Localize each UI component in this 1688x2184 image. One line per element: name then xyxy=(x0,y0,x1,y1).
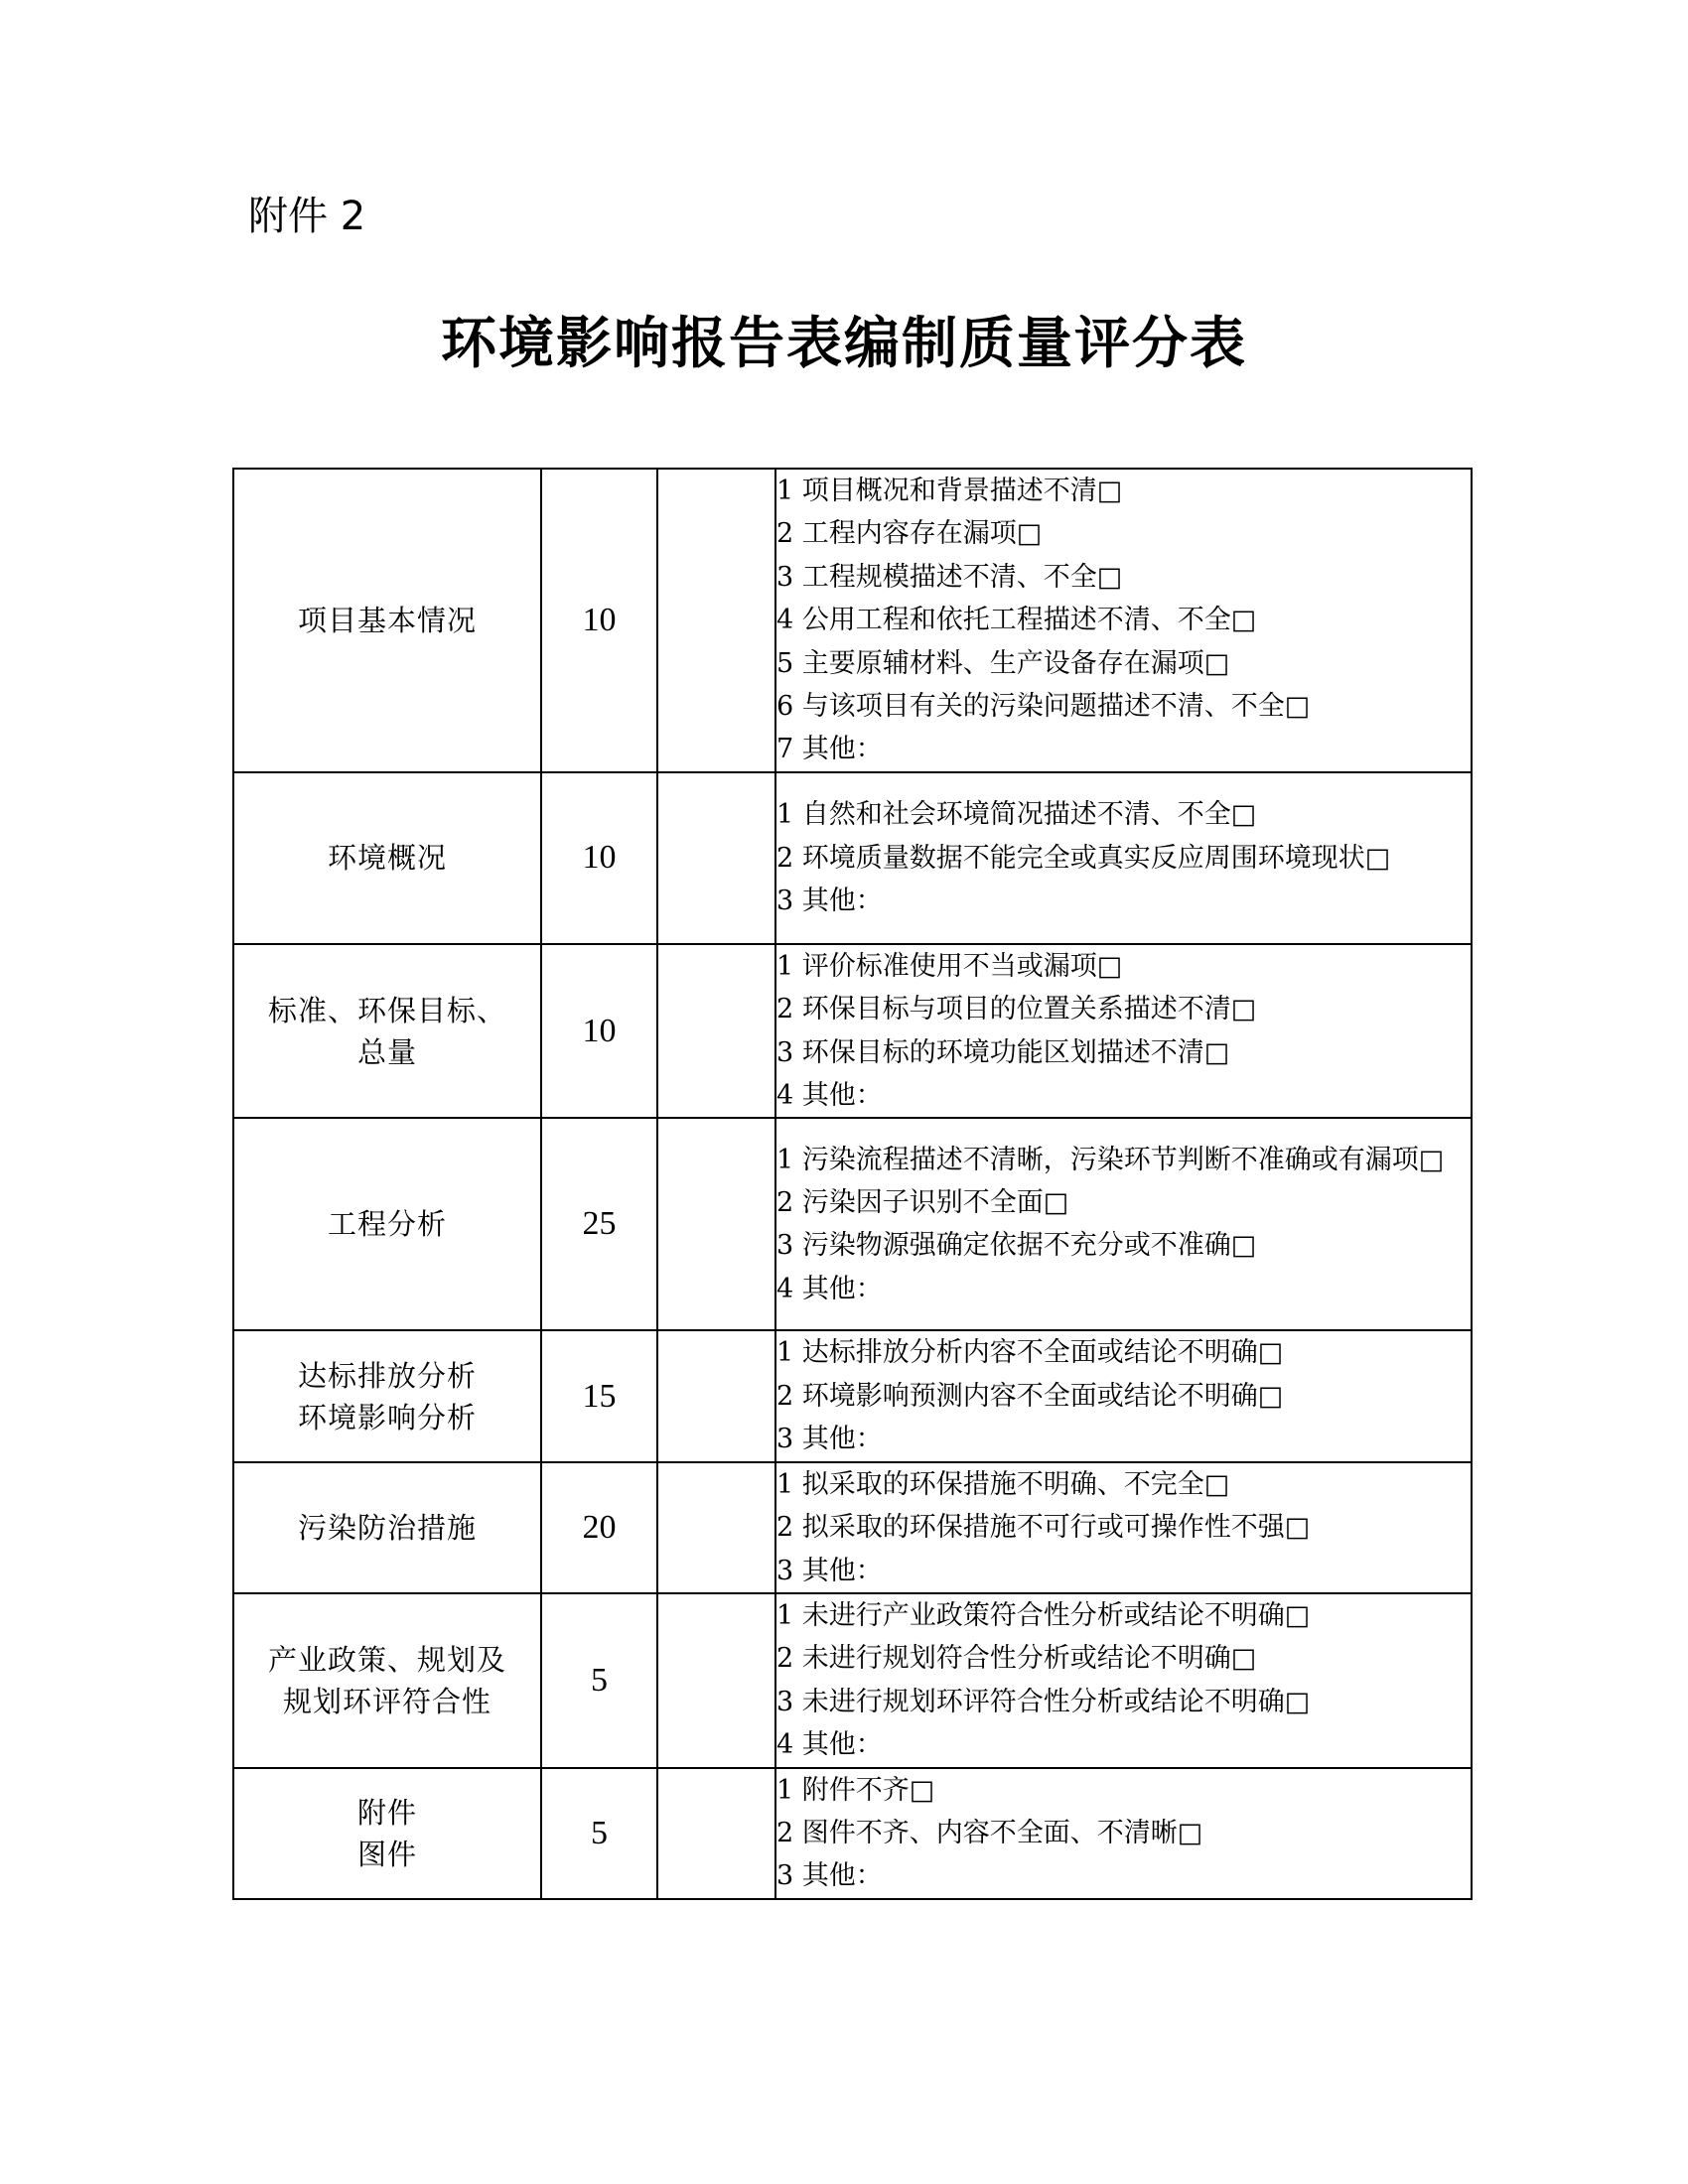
criterion-item: 2 拟采取的环保措施不可行或可操作性不强□ xyxy=(776,1512,1311,1544)
table-row xyxy=(233,1462,1472,1593)
deduction-cell[interactable] xyxy=(657,944,775,1119)
item-name-line: 产业政策、规划及 xyxy=(267,1642,506,1677)
item-name-line: 达标排放分析 xyxy=(297,1358,477,1393)
criteria-cell xyxy=(775,1462,1472,1593)
criterion-item: 1 评价标准使用不当或漏项□ xyxy=(776,950,1123,982)
item-name-cell xyxy=(233,469,541,772)
criterion-item: 2 环境影响预测内容不全面或结论不明确□ xyxy=(776,1380,1284,1412)
item-name-line: 规划环评符合性 xyxy=(282,1684,492,1718)
item-name-cell xyxy=(233,1330,541,1461)
criterion-item: 3 污染物源强确定依据不充分或不准确□ xyxy=(776,1230,1257,1262)
criteria-cell xyxy=(775,1593,1472,1768)
criterion-item: 3 其他： xyxy=(776,1424,883,1455)
table-row xyxy=(233,944,1472,1119)
criteria-cell xyxy=(775,1118,1472,1330)
criterion-item: 1 污染流程描述不清晰，污染环节判断不准确或有漏项□ xyxy=(776,1144,1445,1175)
table-row xyxy=(233,1118,1472,1330)
criteria-cell xyxy=(775,469,1472,772)
score-cell: 25 xyxy=(541,1118,657,1330)
criterion-item: 4 其他： xyxy=(776,1080,883,1112)
table-row xyxy=(233,469,1472,772)
criteria-cell xyxy=(775,1330,1472,1461)
criterion-item: 3 环保目标的环境功能区划描述不清□ xyxy=(776,1036,1230,1068)
item-name-line: 环境概况 xyxy=(327,841,447,876)
table-row xyxy=(233,1330,1472,1461)
score-table xyxy=(232,468,1473,1900)
criterion-item: 2 图件不齐、内容不全面、不清晰□ xyxy=(776,1817,1203,1848)
table-row xyxy=(233,1593,1472,1768)
page-title: 环境影响报告表编制质量评分表 xyxy=(441,311,1247,376)
item-name-cell xyxy=(233,1462,541,1593)
item-name-line: 附件 xyxy=(356,1795,417,1830)
table-row xyxy=(233,1768,1472,1899)
deduction-cell[interactable] xyxy=(657,772,775,944)
criterion-item: 2 工程内容存在漏项□ xyxy=(776,518,1043,550)
item-name-line: 污染防治措施 xyxy=(297,1510,477,1545)
deduction-cell[interactable] xyxy=(657,1768,775,1899)
item-name-cell xyxy=(233,944,541,1119)
criterion-item: 5 主要原辅材料、生产设备存在漏项□ xyxy=(776,647,1230,679)
attachment-label: 附件 2 xyxy=(248,194,366,239)
score-cell: 20 xyxy=(541,1462,657,1593)
criterion-item: 1 自然和社会环境简况描述不清、不全□ xyxy=(776,799,1257,831)
criterion-item: 4 其他： xyxy=(776,1273,883,1304)
item-name-line: 项目基本情况 xyxy=(297,603,477,637)
deduction-cell[interactable] xyxy=(657,1462,775,1593)
table-row xyxy=(233,772,1472,944)
criterion-item: 3 未进行规划环评符合性分析或结论不明确□ xyxy=(776,1686,1311,1717)
score-cell: 5 xyxy=(541,1768,657,1899)
item-name-cell xyxy=(233,1768,541,1899)
score-cell: 10 xyxy=(541,469,657,772)
item-name-line: 图件 xyxy=(356,1837,417,1871)
criterion-item: 2 污染因子识别不全面□ xyxy=(776,1187,1069,1219)
deduction-cell[interactable] xyxy=(657,1118,775,1330)
score-cell: 10 xyxy=(541,772,657,944)
item-name-cell xyxy=(233,772,541,944)
criterion-item: 3 其他： xyxy=(776,886,883,917)
item-name-line: 标准、环保目标、 xyxy=(267,993,506,1027)
criterion-item: 3 其他： xyxy=(776,1860,883,1892)
criterion-item: 1 拟采取的环保措施不明确、不完全□ xyxy=(776,1468,1230,1500)
criterion-item: 3 其他： xyxy=(776,1555,883,1586)
score-cell: 5 xyxy=(541,1593,657,1768)
criterion-item: 3 工程规模描述不清、不全□ xyxy=(776,561,1123,593)
criterion-item: 6 与该项目有关的污染问题描述不清、不全□ xyxy=(776,691,1311,723)
criterion-item: 2 未进行规划符合性分析或结论不明确□ xyxy=(776,1643,1257,1675)
deduction-cell[interactable] xyxy=(657,1593,775,1768)
deduction-cell[interactable] xyxy=(657,1330,775,1461)
criterion-item: 2 环保目标与项目的位置关系描述不清□ xyxy=(776,994,1257,1025)
score-cell: 10 xyxy=(541,944,657,1119)
item-name-cell xyxy=(233,1118,541,1330)
criterion-item: 2 环境质量数据不能完全或真实反应周围环境现状□ xyxy=(776,842,1391,874)
criterion-item: 4 公用工程和依托工程描述不清、不全□ xyxy=(776,605,1257,636)
criteria-cell xyxy=(775,944,1472,1119)
criterion-item: 1 附件不齐□ xyxy=(776,1774,935,1806)
criteria-cell xyxy=(775,772,1472,944)
criterion-item: 4 其他： xyxy=(776,1729,883,1761)
criterion-item: 1 未进行产业政策符合性分析或结论不明确□ xyxy=(776,1599,1311,1631)
score-cell: 15 xyxy=(541,1330,657,1461)
item-name-line: 环境影响分析 xyxy=(297,1400,477,1434)
criterion-item: 1 项目概况和背景描述不清□ xyxy=(776,476,1123,506)
criteria-cell xyxy=(775,1768,1472,1899)
criterion-item: 1 达标排放分析内容不全面或结论不明确□ xyxy=(776,1337,1284,1369)
criterion-item: 7 其他： xyxy=(776,734,883,765)
deduction-cell[interactable] xyxy=(657,469,775,772)
score-table-body xyxy=(233,469,1472,1899)
item-name-cell xyxy=(233,1593,541,1768)
item-name-line: 总量 xyxy=(356,1034,417,1069)
item-name-line: 工程分析 xyxy=(327,1207,447,1242)
